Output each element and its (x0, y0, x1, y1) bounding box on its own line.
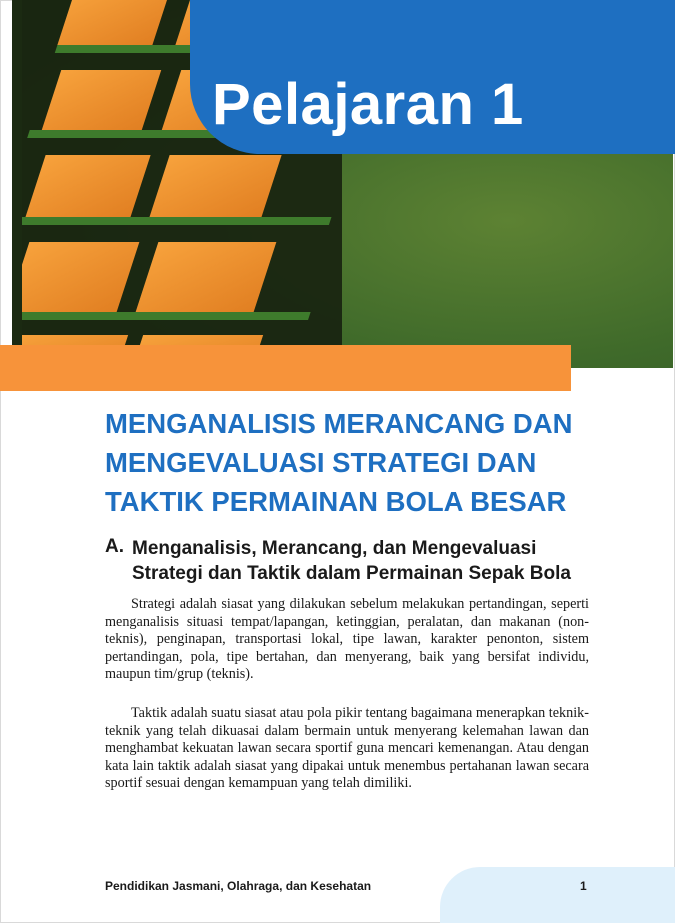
chapter-title-line: TAKTIK PERMAINAN BOLA BESAR (105, 486, 567, 517)
section-heading (132, 536, 602, 586)
chapter-title-line: MENGEVALUASI STRATEGI DAN (105, 447, 537, 478)
lesson-title: Pelajaran 1 (212, 72, 524, 137)
orange-divider-bar (0, 345, 571, 391)
section-heading-line: Menganalisis, Merancang, dan Mengevaluasi (132, 538, 537, 559)
body-paragraph-strategy: Strategi adalah siasat yang dilakukan sebelum melakukan pertandingan, seperti menganalisis situasi tempat/lapangan, ketinggian, peralatan, dan makanan (non-teknis), penginapan, transportasi lokal, tipe lawan, karakter penonton, sistem pertandingan, pola, tipe bertahan, dan menyerang, baik yang bersifat individu, maupun tim/grup (teknis). (105, 596, 589, 683)
section-heading-line: Strategi dan Taktik dalam Permainan Sepak Bola (132, 563, 571, 584)
section-letter: A. (105, 536, 124, 557)
footer-book-title: Pendidikan Jasmani, Olahraga, dan Kesehatan (105, 879, 372, 893)
body-paragraph-tactics: Taktik adalah suatu siasat atau pola pikir tentang bagaimana menerapkan teknik-teknik yang telah dikuasai dalam bermain untuk menyerang kelemahan lawan dan menghambat kekuatan lawan secara sportif guna mencari kemenangan. Atau dengan kata lain taktik adalah siasat yang dipakai untuk menembus pertahanan lawan secara sportif sesuai dengan kemampuan yang telah dimiliki. (105, 705, 589, 792)
chapter-title-line: MENGANALISIS MERANCANG DAN (105, 408, 573, 439)
chapter-title (105, 404, 625, 521)
page-number: 1 (580, 879, 587, 893)
page-corner-tab (440, 867, 675, 923)
